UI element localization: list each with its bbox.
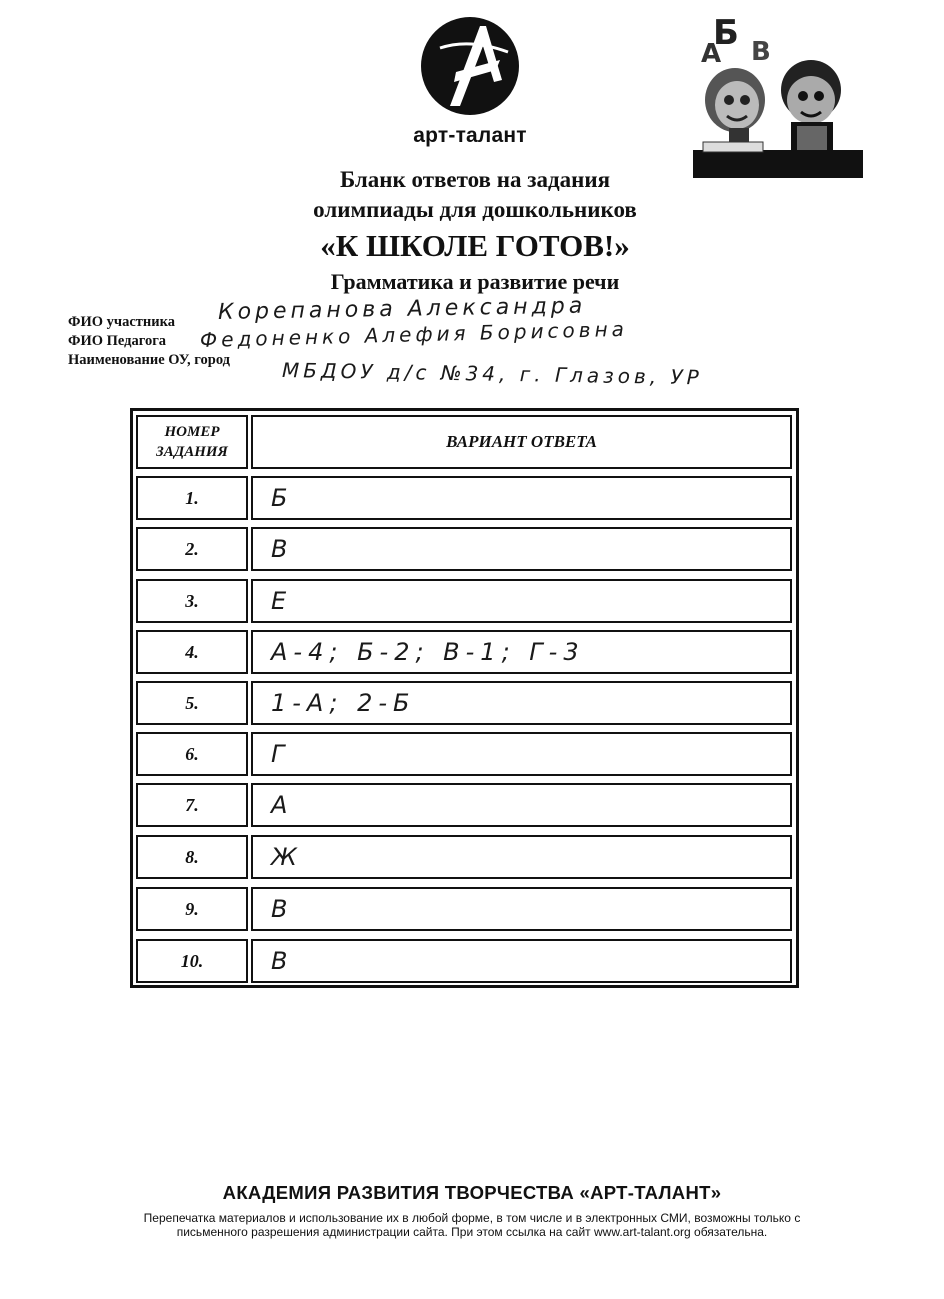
answer-text-6: Г <box>271 740 291 768</box>
answer-text-5: 1-А; 2-Б <box>271 689 416 717</box>
answer-text-4: А-4; Б-2; В-1; Г-3 <box>271 638 585 666</box>
header-answer: ВАРИАНТ ОТВЕТА <box>251 415 792 469</box>
task-number-10: 10. <box>136 939 248 983</box>
answer-cell-3[interactable] <box>251 579 792 623</box>
answer-cell-1[interactable] <box>251 476 792 520</box>
task-number-6: 6. <box>136 732 248 776</box>
answer-cell-6[interactable] <box>251 732 792 776</box>
subject-title: Грамматика и развитие речи <box>330 269 620 294</box>
header-task-number: НОМЕР ЗАДАНИЯ <box>136 415 248 469</box>
footer-title: АКАДЕМИЯ РАЗВИТИЯ ТВОРЧЕСТВА «АРТ-ТАЛАНТ» <box>222 1182 722 1203</box>
answer-cell-4[interactable] <box>251 630 792 674</box>
task-number-4: 4. <box>136 630 248 674</box>
answer-text-7: А <box>271 791 294 819</box>
art-talant-logo-icon <box>410 8 535 123</box>
answer-text-8: Ж <box>271 843 303 871</box>
task-number-1: 1. <box>136 476 248 520</box>
answer-cell-5[interactable] <box>251 681 792 725</box>
brand-name: арт-талант <box>413 124 527 147</box>
task-number-9: 9. <box>136 887 248 931</box>
answer-cell-9[interactable] <box>251 887 792 931</box>
brand-logo <box>410 8 535 123</box>
task-number-3: 3. <box>136 579 248 623</box>
answer-text-3: Е <box>271 587 293 615</box>
footer-note-line-2: письменного разрешения администрации сайта. При этом ссылка на сайт www.art-talant.org обязательна. <box>176 1225 768 1239</box>
school-value: МБДОУ д/с №34, г. Глазов, УР <box>281 358 703 390</box>
answer-text-1: Б <box>271 484 294 512</box>
footer-note <box>98 1211 846 1239</box>
task-number-2: 2. <box>136 527 248 571</box>
footer-note-line-1: Перепечатка материалов и использование их в любой форме, в том числе и в электронных СМИ, возможны только с <box>143 1211 801 1225</box>
answer-text-9: В <box>271 895 294 923</box>
task-number-5: 5. <box>136 681 248 725</box>
svg-text:Б: Б <box>713 13 739 53</box>
task-number-7: 7. <box>136 783 248 827</box>
answer-cell-10[interactable] <box>251 939 792 983</box>
answer-cell-8[interactable] <box>251 835 792 879</box>
answer-text-10: В <box>271 947 294 975</box>
olympiad-title: «К ШКОЛЕ ГОТОВ!» <box>320 228 630 263</box>
answer-text-2: В <box>271 535 294 563</box>
svg-text:В: В <box>751 37 771 67</box>
participant-value: Корепанова Александра <box>217 293 587 325</box>
answer-cell-2[interactable] <box>251 527 792 571</box>
title-line-2: олимпиады для дошкольников <box>313 197 637 222</box>
title-line-1: Бланк ответов на задания <box>339 167 611 192</box>
title-block <box>180 165 770 297</box>
teacher-value: Федоненко Алефия Борисовна <box>199 316 629 352</box>
kids-illustration <box>693 10 863 182</box>
participant-label: ФИО участника <box>68 314 175 330</box>
answer-cell-7[interactable] <box>251 783 792 827</box>
task-number-8: 8. <box>136 835 248 879</box>
school-label: Наименование ОУ, город <box>68 352 230 368</box>
svg-text:А: А <box>701 39 722 69</box>
teacher-label: ФИО Педагога <box>68 333 167 349</box>
